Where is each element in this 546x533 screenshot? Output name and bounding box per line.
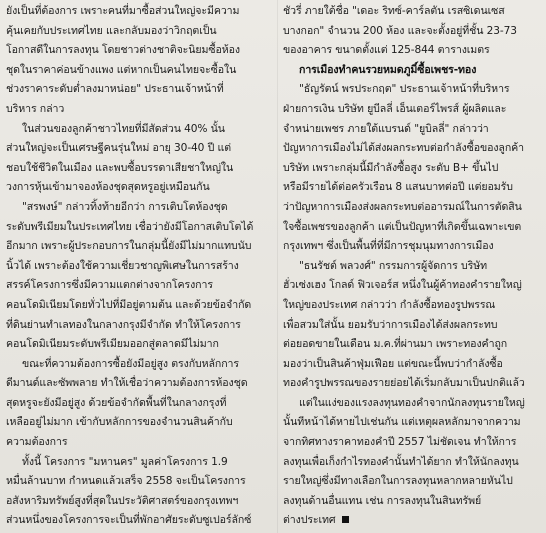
line-text: หรือมีรายได้ต่อครัวเรือน 8 แสนบาทต่อปี แต่ยอมรับ bbox=[283, 181, 513, 194]
line-text: คอนโดมิเนียมระดับพรีเมียมออกสู่ตลาดมีไม่มาก bbox=[6, 338, 219, 351]
text-line bbox=[6, 433, 272, 453]
text-line bbox=[283, 316, 541, 336]
article-column-left bbox=[6, 2, 272, 531]
line-text: บางกอก" จำนวน 200 ห้อง และจะตั้งอยู่ที่ชั้น 23-73 bbox=[283, 24, 517, 37]
line-text: ใหญ่ของประเทศ กล่าวว่า กำลังซื้อทองรูปพรรณ bbox=[283, 298, 496, 311]
line-text: มองว่าเป็นสินค้าฟุ่มเฟือย แต่ขณะนี้พบว่ากำลังซื้อ bbox=[283, 357, 503, 370]
line-text: ต่างประเทศ bbox=[283, 514, 336, 527]
article-column-right bbox=[283, 2, 541, 531]
line-text: บริษัท เพราะกลุ่มนี้มีกำลังซื้อสูง ระดับ B+ ขึ้นไป bbox=[283, 161, 499, 174]
text-line bbox=[283, 41, 541, 61]
line-text: จากทิศทางราคาทองคำปี 2557 ไม่ชัดเจน ทำให้การ bbox=[283, 436, 517, 449]
section-heading bbox=[283, 61, 541, 81]
text-line bbox=[6, 61, 272, 81]
line-text: กรุงเทพฯ ซึ่งเป็นพื้นที่ที่มีการชุมนุมทางการเมือง bbox=[283, 240, 494, 253]
text-line bbox=[6, 472, 272, 492]
column-gutter bbox=[277, 0, 278, 533]
line-text: ในส่วนของลูกค้าชาวไทยที่มีสัดส่วน 40% นั้น bbox=[22, 122, 225, 135]
text-line bbox=[6, 198, 272, 218]
text-line bbox=[283, 120, 541, 140]
line-text: ลงทุนเพื่อเก็งกำไรทองคำนั้นทำได้ยาก ทำให้นักลงทุน bbox=[283, 455, 519, 468]
text-line bbox=[283, 413, 541, 433]
line-text: ของอาคาร ขนาดตั้งแต่ 125-844 ตารางเมตร bbox=[283, 44, 490, 57]
line-text: สุดหรูจะยังมีอยู่สูง ด้วยข้อจำกัดพื้นที่ในกลางกรุงที่ bbox=[6, 396, 227, 409]
line-text: อีกมาก เพราะผู้ประกอบการในกลุ่มนี้ยังมีไม่มากแทบนับ bbox=[6, 240, 252, 253]
line-text: ชอบใช้ชีวิตในเมือง และพบซื้อบรรดาเสียชาใหญ่ใน bbox=[6, 161, 234, 174]
line-text: คุ้นเคยกับประเทศไทย และกลับมองว่าวิกฤตเป็น bbox=[6, 24, 217, 37]
line-text: รายใหญ่ซึ่งมีทางเลือกในการลงทุนหลากหลายหันไป bbox=[283, 475, 513, 488]
text-line bbox=[283, 139, 541, 159]
line-text: แต่ในแง่ของแรงลงทุนทองคำจากนักลงทุนรายใหญ่ bbox=[299, 396, 525, 409]
line-text: วงการหุ้นเข้ามาจองห้องชุดสุดหรูอยู่เหมือนกัน bbox=[6, 181, 210, 194]
text-line bbox=[283, 433, 541, 453]
text-line bbox=[6, 394, 272, 414]
line-text: ช่วงราคาระดับต่ำลงมาหน่อย" ประธานเจ้าหน้าที่ bbox=[6, 83, 224, 96]
line-text: ส่วนหนึ่งของโครงการจะเป็นที่พักอาศัยระดับซูเปอร์ลักซ์ bbox=[6, 514, 252, 527]
text-line bbox=[283, 492, 541, 512]
text-line bbox=[283, 453, 541, 473]
text-line bbox=[6, 237, 272, 257]
line-text: "ธนรัชต์ พลวงศ์" กรรมการผู้จัดการ บริษัท bbox=[299, 259, 487, 272]
line-text: ยังเป็นที่ต้องการ เพราะคนที่มาซื้อส่วนใหญ่จะมีความ bbox=[6, 5, 240, 17]
text-line bbox=[6, 492, 272, 512]
text-line bbox=[6, 511, 272, 531]
text-line bbox=[6, 100, 272, 120]
line-text: คอนโดมิเนียมโดยทั่วไปที่มีอยู่ตามต้น และด้วยข้อจำกัด bbox=[6, 298, 252, 311]
text-line bbox=[283, 276, 541, 296]
text-line bbox=[283, 511, 541, 531]
line-text: ชัวรี่ ภายใต้ชื่อ "เดอะ ริทซ์-คาร์ลตัน เรสซิเดนเซส bbox=[283, 5, 505, 17]
line-text: ทองคำรูปพรรณของรายย่อยได้เริ่มกลับมาเป็นปกติแล้ว bbox=[283, 377, 525, 390]
text-line bbox=[283, 335, 541, 355]
line-text: หมื่นล้านบาท กำหนดแล้วเสร็จ 2558 จะเป็นโครงการ bbox=[6, 475, 246, 488]
article-end-mark-icon bbox=[342, 516, 349, 523]
line-text: ว่าปัญหาการเมืองส่งผลกระทบต่ออารมณ์ในการตัดสิน bbox=[283, 200, 522, 213]
text-line bbox=[283, 394, 541, 414]
line-text: โอกาสดีในการลงทุน โดยชาวต่างชาติจะนิยมซื้อห้อง bbox=[6, 44, 240, 57]
line-text: "สรพงษ์" กล่าวทิ้งท้ายอีกว่า การเติบโตห้องชุด bbox=[22, 200, 228, 213]
text-line bbox=[6, 178, 272, 198]
line-text: เหลืออยู่ไม่มาก เข้ากับหลักการของจำนวนสินค้ากับ bbox=[6, 416, 233, 429]
line-text: ความต้องการ bbox=[6, 436, 68, 449]
line-text: ทั้งนี้ โครงการ "มหานคร" มูลค่าโครงการ 1.9 bbox=[22, 455, 228, 468]
line-text: "ธัญรัตน์ พรประกฤต" ประธานเจ้าหน้าที่บริหาร bbox=[299, 83, 510, 96]
text-line bbox=[6, 335, 272, 355]
line-text: ต่อยอดขายในเดือน ม.ค.ที่ผ่านมา เพราะทองคำถูก bbox=[283, 338, 508, 351]
text-line bbox=[283, 22, 541, 42]
text-line bbox=[6, 257, 272, 277]
text-line bbox=[6, 159, 272, 179]
text-line bbox=[283, 100, 541, 120]
text-line bbox=[6, 139, 272, 159]
text-line bbox=[6, 276, 272, 296]
text-line bbox=[6, 316, 272, 336]
text-line bbox=[283, 257, 541, 277]
text-line bbox=[6, 413, 272, 433]
text-line bbox=[283, 198, 541, 218]
text-line bbox=[283, 296, 541, 316]
line-text: นิ้วได้ เพราะต้องใช้ความเชี่ยวชาญพิเศษในการสร้าง bbox=[6, 259, 239, 272]
line-text: ชุดในราคาค่อนข้างแพง แต่หากเป็นคนไทยจะซื้อใน bbox=[6, 63, 237, 76]
line-text: ลงทุนด้านอื่นแทน เช่น การลงทุนในสินทรัพย์ bbox=[283, 494, 482, 507]
line-text: ปัญหาการเมืองไม่ได้ส่งผลกระทบต่อกำลังซื้อของลูกค้า bbox=[283, 142, 524, 155]
line-text: อสังหาริมทรัพย์สูงที่สุดในประวัติศาสตร์ของกรุงเทพฯ bbox=[6, 494, 239, 507]
line-text: ที่ดินย่านทำเลทองในกลางกรุงมีจำกัด ทำให้โครงการ bbox=[6, 318, 241, 331]
line-text: ขณะที่ความต้องการซื้อยังมีอยู่สูง ตรงกับหลักการ bbox=[22, 357, 239, 370]
line-text: ระดับพรีเมียมในประเทศไทย เชื่อว่ายังมีโอกาสเติบโตได้ bbox=[6, 220, 254, 233]
line-text: ฮั่วเซ่งเฮง โกลด์ ฟิวเจอร์ส หนึ่งในผู้ค้าทองคำรายใหญ่ bbox=[283, 279, 522, 292]
line-text: เพื่อสวมใส่นั้น ยอมรับว่าการเมืองได้ส่งผลกระทบ bbox=[283, 318, 498, 331]
line-text: ฝ่ายการเงิน บริษัท ยูบีลลี่ เอ็นเตอร์ไพรส์ ผู้ผลิตและ bbox=[283, 102, 507, 115]
text-line bbox=[283, 237, 541, 257]
text-line bbox=[283, 80, 541, 100]
line-text: บริหาร กล่าว bbox=[6, 102, 65, 115]
text-line bbox=[6, 218, 272, 238]
text-line bbox=[6, 2, 272, 22]
text-line bbox=[6, 453, 272, 473]
text-line bbox=[283, 159, 541, 179]
text-line bbox=[283, 2, 541, 22]
text-line bbox=[6, 296, 272, 316]
text-line bbox=[6, 80, 272, 100]
line-text: การเมืองทำคนรวยหมดภูมิ์ซื้อเพชร-ทอง bbox=[299, 63, 477, 76]
line-text: ใจซื้อเพชรของลูกค้า แต่เป็นปัญหาที่เกิดขึ้นเฉพาะเขต bbox=[283, 220, 522, 233]
text-line bbox=[6, 374, 272, 394]
text-line bbox=[6, 355, 272, 375]
text-line bbox=[6, 41, 272, 61]
text-line bbox=[283, 374, 541, 394]
text-line bbox=[283, 218, 541, 238]
text-line bbox=[283, 178, 541, 198]
text-line bbox=[283, 472, 541, 492]
line-text: ดีมานด์และซัพพลาย ทำให้เชื่อว่าความต้องการห้องชุด bbox=[6, 377, 248, 390]
line-text: จำหน่ายเพชร ภายใต้แบรนด์ "ยูบิลลี่" กล่าวว่า bbox=[283, 122, 489, 135]
line-text: สรรค์โครงการซึ่งมีความแตกต่างจากโครงการ bbox=[6, 279, 213, 292]
line-text: ส่วนใหญ่จะเป็นเศรษฐีคนรุ่นใหม่ อายุ 30-40 ปี แต่ bbox=[6, 142, 231, 155]
text-line bbox=[6, 120, 272, 140]
text-line bbox=[283, 355, 541, 375]
text-line bbox=[6, 22, 272, 42]
line-text: นั้นทีหน้าได้หายไปเช่นกัน แต่เหตุผลหลักมาจากความ bbox=[283, 416, 521, 429]
